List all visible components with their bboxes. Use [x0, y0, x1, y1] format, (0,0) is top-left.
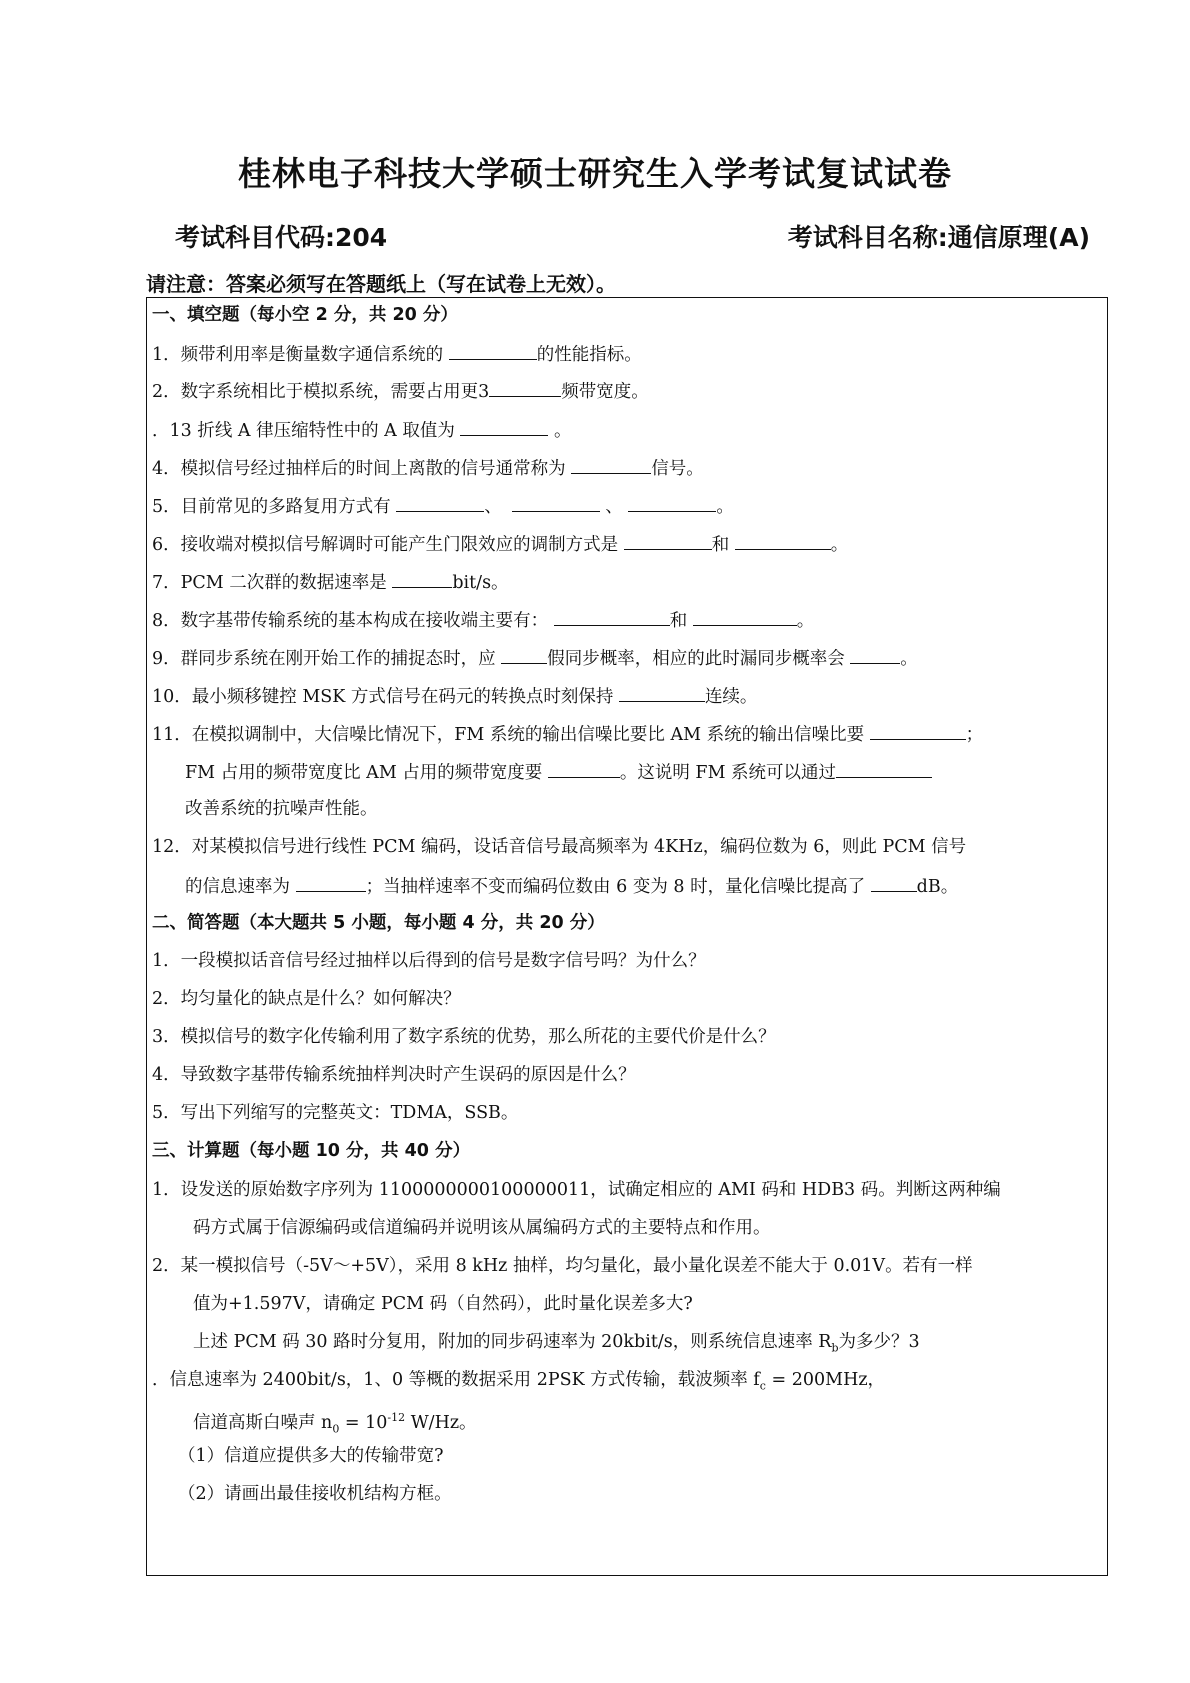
section3-heading: 三、计算题（每小题 10 分，共 40 分） — [152, 1141, 471, 1161]
s2-item: 2．均匀量化的缺点是什么？如何解决？ — [152, 989, 461, 1009]
s1-q1: 1．频带利用率是衡量数字通信系统的 的性能指标。 — [152, 341, 642, 367]
answer-blank — [870, 721, 966, 740]
s1-q6: 6．接收端对模拟信号解调时可能产生门限效应的调制方式是 和 。 — [152, 531, 848, 557]
s3-q2-line1: 2．某一模拟信号（-5V～+5V），采用 8 kHz 抽样，均匀量化，最小量化误差不能大于 0.01V。若有一样 — [152, 1256, 973, 1276]
s3-q2-line3: 上述 PCM 码 30 路时分复用，附加的同步码速率为 20kbit/s，则系统信息速率 $R_b$为多少？3 — [193, 1332, 920, 1355]
answer-blank — [693, 607, 797, 626]
s1-q11-line1: 11．在模拟调制中，大信噪比情况下，FM 系统的输出信噪比要比 AM 系统的输出信噪比要 ； — [152, 721, 983, 747]
s1-q12-line2: 的信息速率为 ；当抽样速率不变而编码位数由 6 变为 8 时，量化信噪比提高了 dB。 — [185, 873, 958, 899]
answer-blank — [460, 417, 548, 436]
subject-name-label: 考试科目名称: — [787, 223, 948, 252]
answer-blank — [501, 645, 547, 664]
s1-q5: 5．目前常见的多路复用方式有 、 、 。 — [152, 493, 734, 519]
answer-blank — [850, 645, 900, 664]
answer-blank — [871, 873, 917, 892]
s1-q3: ．13 折线 A 律压缩特性中的 A 取值为 。 — [152, 417, 572, 443]
subject-code-value: 204 — [335, 223, 388, 252]
s1-q4: 4．模拟信号经过抽样后的时间上离散的信号通常称为 信号。 — [152, 455, 704, 481]
subject-code-label: 考试科目代码: — [175, 223, 335, 252]
answer-blank — [628, 493, 716, 512]
answer-blank — [571, 455, 651, 474]
s3-q1-line2: 码方式属于信源编码或信道编码并说明该从属编码方式的主要特点和作用。 — [193, 1218, 771, 1238]
s3-q2-line2: 值为+1.597V，请确定 PCM 码（自然码），此时量化误差多大? — [193, 1294, 693, 1314]
s3-q3-line1: ．信息速率为 2400bit/s，1、0 等概的数据采用 2PSK 方式传输，载波频率 $f_c = 200MHz$， — [152, 1370, 886, 1393]
s3-q3-part2: （2）请画出最佳接收机结构方框。 — [178, 1484, 452, 1504]
s1-q7: 7．PCM 二次群的数据速率是 bit/s。 — [152, 569, 509, 595]
answer-blank — [392, 569, 452, 588]
s1-q2: 2．数字系统相比于模拟系统，需要占用更3 频带宽度。 — [152, 378, 649, 404]
subject-code — [175, 218, 387, 254]
s3-q1-line1: 1．设发送的原始数字序列为 1100000000100000011，试确定相应的 AMI 码和 HDB3 码。判断这两种编 — [152, 1180, 1001, 1200]
s1-q11-line2: FM 占用的频带宽度比 AM 占用的频带宽度要 。这说明 FM 系统可以通过 — [185, 759, 932, 785]
answer-blank — [624, 531, 712, 550]
s3-q3-part1: （1）信道应提供多大的传输带宽? — [178, 1446, 444, 1466]
section1-heading: 一、填空题（每小空 2 分，共 20 分） — [152, 305, 458, 325]
exam-title: 桂林电子科技大学硕士研究生入学考试复试试卷 — [238, 154, 952, 193]
s2-item: 4．导致数字基带传输系统抽样判决时产生误码的原因是什么？ — [152, 1065, 636, 1085]
s2-item: 1．一段模拟话音信号经过抽样以后得到的信号是数字信号吗？为什么？ — [152, 951, 706, 971]
s3-q3-line2: 信道高斯白噪声 $n_0 = 10^{-12}$ W/Hz。 — [193, 1411, 477, 1436]
subject-name — [788, 218, 1090, 254]
answer-blank — [449, 341, 537, 360]
s1-q9: 9．群同步系统在刚开始工作的捕捉态时，应 假同步概率，相应的此时漏同步概率会 。 — [152, 645, 918, 671]
notice: 请注意：答案必须写在答题纸上（写在试卷上无效）。 — [146, 272, 616, 296]
s1-q11-line3: 改善系统的抗噪声性能。 — [185, 799, 378, 819]
subject-name-value: 通信原理(A) — [947, 223, 1090, 252]
s2-item: 3．模拟信号的数字化传输利用了数字系统的优势，那么所花的主要代价是什么？ — [152, 1027, 776, 1047]
answer-blank — [735, 531, 831, 550]
answer-blank — [548, 759, 620, 778]
answer-blank — [296, 873, 366, 892]
answer-blank — [836, 759, 932, 778]
answer-blank — [619, 683, 705, 702]
s1-q12-line1: 12．对某模拟信号进行线性 PCM 编码，设话音信号最高频率为 4KHz，编码位数为 6，则此 PCM 信号 — [152, 837, 967, 857]
answer-blank — [396, 493, 484, 512]
s2-item: 5．写出下列缩写的完整英文：TDMA，SSB。 — [152, 1103, 519, 1123]
answer-blank — [512, 493, 600, 512]
s1-q10: 10．最小频移键控 MSK 方式信号在码元的转换点时刻保持 连续。 — [152, 683, 757, 709]
answer-blank — [554, 607, 670, 626]
s1-q8: 8．数字基带传输系统的基本构成在接收端主要有： 和 。 — [152, 607, 814, 633]
answer-blank — [489, 378, 561, 397]
section2-heading: 二、简答题（本大题共 5 小题，每小题 4 分，共 20 分） — [152, 913, 605, 933]
